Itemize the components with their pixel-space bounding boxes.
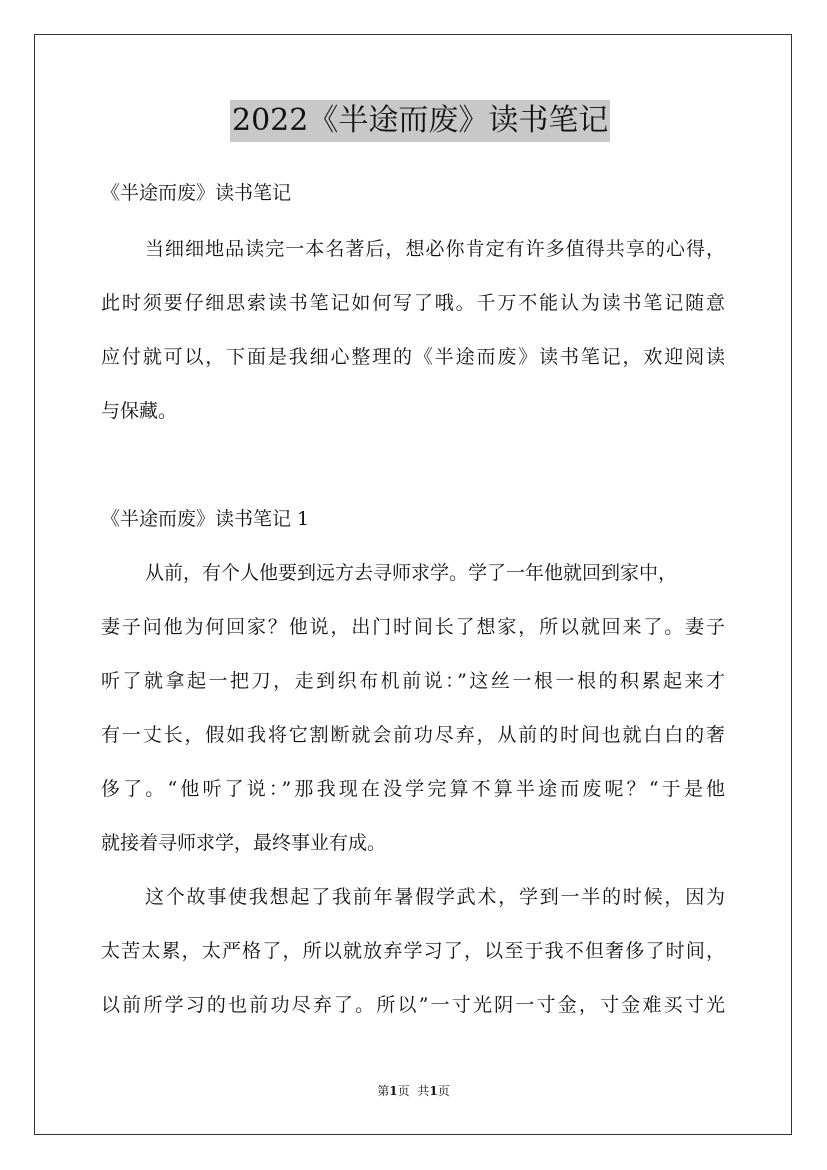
section-heading: 《半途而废》读书笔记 1	[101, 508, 310, 530]
footer-total-suffix: 页	[437, 1084, 450, 1098]
para1-line-4: 有一丈长，假如我将它割断就会前功尽弃，从前的时间也就白白的奢	[101, 724, 725, 746]
intro-line-2: 此时须要仔细思索读书笔记如何写了哦。千万不能认为读书笔记随意	[101, 292, 725, 314]
para2-line-2: 太苦太累，太严格了，所以就放弃学习了，以至于我不但奢侈了时间，	[101, 940, 725, 962]
intro-line-1: 当细细地品读完一本名著后，想必你肯定有许多值得共享的心得，	[145, 238, 725, 260]
para1-line-3: 听了就拿起一把刀，走到织布机前说：”这丝一根一根的积累起来才	[101, 670, 725, 692]
para1-line-5: 侈了。“他听了说：”那我现在没学完算不算半途而废呢？“于是他	[101, 778, 725, 800]
para1-line-6: 就接着寻师求学，最终事业有成。	[101, 832, 387, 854]
footer-total-number: 1	[429, 1084, 438, 1098]
para1-line-2: 妻子问他为何回家？他说，出门时间长了想家，所以就回来了。妻子	[101, 616, 725, 638]
footer-page-number: 1	[389, 1084, 398, 1098]
document-title: 2022《半途而废》读书笔记	[230, 100, 610, 142]
footer-page-prefix: 第	[377, 1084, 390, 1098]
document-subtitle: 《半途而废》读书笔记	[101, 182, 292, 204]
intro-line-3: 应付就可以，下面是我细心整理的《半途而废》读书笔记，欢迎阅读	[101, 346, 725, 368]
footer-total-prefix: 共	[417, 1084, 430, 1098]
para2-line-1: 这个故事使我想起了我前年暑假学武术，学到一半的时候，因为	[145, 886, 725, 908]
footer-page-suffix: 页	[397, 1084, 410, 1098]
para2-line-3: 以前所学习的也前功尽弃了。所以”一寸光阴一寸金，寸金难买寸光	[101, 994, 725, 1016]
intro-line-4: 与保藏。	[101, 400, 178, 422]
page-footer	[0, 1083, 827, 1099]
para1-line-1: 从前，有个人他要到远方去寻师求学。学了一年他就回到家中，	[145, 562, 678, 584]
